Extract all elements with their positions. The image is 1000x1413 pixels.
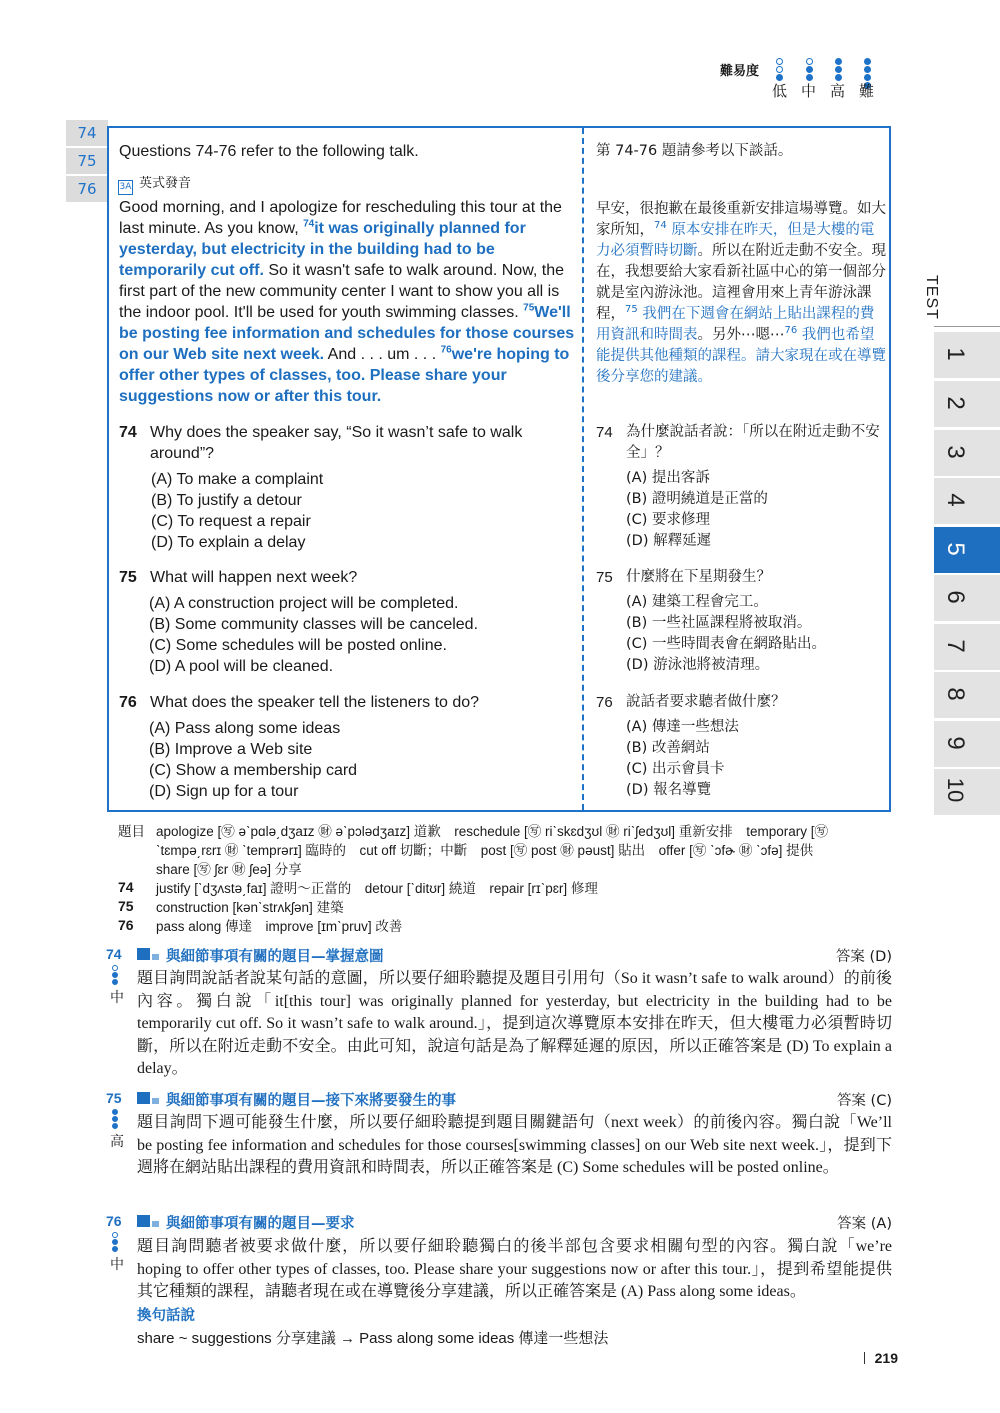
test-tab-9[interactable]: 9 — [934, 721, 1000, 767]
test-label: TEST — [923, 275, 940, 320]
option: (D) A pool will be cleaned. — [149, 658, 334, 675]
vocab-row-num: 74 — [118, 879, 134, 895]
test-tab-10[interactable]: 10 — [934, 769, 1000, 815]
test-tab-6[interactable]: 6 — [934, 575, 1000, 621]
option: (A) 建築工程會完工。 — [626, 594, 768, 610]
test-tab-5[interactable]: 5 — [934, 527, 1000, 573]
difficulty-level-label: 中 — [801, 82, 817, 100]
option: (D) 解釋延遲 — [626, 533, 712, 549]
option: (A) 提出客訴 — [626, 470, 710, 486]
difficulty-indicator: 中 — [110, 1232, 122, 1274]
test-tab-3[interactable]: 3 — [934, 430, 1000, 476]
vocab-row: construction [kənˋstrʌkʃən] 建築 — [156, 900, 344, 915]
transcript-zh: 早安，很抱歉在最後重新安排這場導覽。如大家所知，$^{74}$ 原本安排在昨天，但是大樓的電力必須暫時切斷。所以在附近走動不安全。現在，我想要給大家看新社區中心的第一個部分就是室內游泳池。這裡會用來上青年游泳課程，$^{75}$ 我們在下週會在網站上貼出課程的費用資訊和時間表。另外⋯嗯⋯$^{76}$ 我們也希望能提供其他種類的課程。請大家現在或在導覽後分享您的建議。 — [596, 201, 886, 385]
question-75-en: 75 What will happen next week? (A) A construction project will be completed. (B) Some community classes will be canceled. (C) Some schedules will be posted online. (D) A pool will be cleaned. — [119, 567, 559, 677]
talk-heading-en: Questions 74-76 refer to the following talk. — [119, 143, 419, 160]
option: (C) To request a repair — [151, 513, 311, 530]
explanation-body: 題目詢問說話者說某句話的意圖，所以要仔細聆聽提及題目引用句（So it wasn’t safe to walk around）的前後內容。獨白說「it[this tour] was originally planned for yesterday, but electricity in the building had to be temporarily cut off. So it wasn’t safe to walk around.」，提到這次導覽原本安排在昨天，但大樓電力必須暫時切斷，所以在附近走動不安全。由此可知，說這句話是為了解釋延遲的原因，所以正確答案是 (D) To explain a delay。 — [137, 970, 892, 1077]
option: (B) Some community classes will be canceled. — [149, 616, 479, 633]
explanation-title: 與細節事項有關的題目—要求 — [166, 1216, 355, 1232]
answer-label: 答案 (A) — [837, 1216, 892, 1232]
explanation-number: 74 — [106, 946, 122, 962]
test-tab-1[interactable]: 1 — [934, 332, 1000, 378]
difficulty-title: 難易度 — [720, 64, 760, 79]
explanation-body: 題目詢問下週可能發生什麼，所以要仔細聆聽提到題目關鍵語句（next week）的前後內容。獨白說「We’ll be posting fee information and schedules for those courses[swimming classes] on our Web site next week.」，提到下週將在網站貼出課程的費用資訊和時間表，所以正確答案是 (C) Some schedules will be posted online。 — [137, 1114, 892, 1176]
column-divider — [582, 128, 584, 810]
option: (D) To explain a delay — [151, 534, 306, 551]
option: (B) To justify a detour — [151, 492, 302, 509]
explanation-title: 與細節事項有關的題目—接下來將要發生的事 — [166, 1093, 456, 1109]
section-marker-icon — [137, 1092, 159, 1106]
option: (D) 報名導覽 — [626, 782, 712, 798]
question-76-zh: 76 說話者要求聽者做什麼？ (A) 傳達一些想法 (B) 改善網站 (C) 出示會員卡 (D) 報名導覽 — [596, 692, 886, 801]
vocab-row-num: 75 — [118, 898, 134, 914]
talk-heading-zh: 第 74-76 題請參考以下談話。 — [596, 143, 793, 159]
vocab-line: apologize [㊢ əˋpɑlə͵dʒaɪz ㊖ əˋpɔlədʒaɪz] 道歉 reschedule [㊢ riˋskɛdʒʊl ㊖ riˋʃedʒʊl] 重新安排 temporary [㊢ — [156, 824, 829, 839]
question-76-en: 76 What does the speaker tell the listeners to do? (A) Pass along some ideas (B) Improve a Web site (C) Show a membership card (D) Sign up for a tour — [119, 692, 559, 802]
option: (C) 出示會員卡 — [626, 761, 725, 777]
option: (C) 一些時間表會在網路貼出。 — [626, 636, 827, 652]
answer-label: 答案 (C) — [836, 1093, 892, 1109]
difficulty-level-label: 高 — [830, 82, 846, 100]
difficulty-low-icon — [776, 58, 786, 82]
test-tab-2[interactable]: 2 — [934, 381, 1000, 427]
option: (B) 證明繞道是正當的 — [626, 491, 768, 507]
paraphrase-title: 換句話說 — [137, 1308, 195, 1324]
option: (D) 游泳池將被清理。 — [626, 657, 770, 673]
vocab-row-num: 76 — [118, 917, 134, 933]
explanation-number: 75 — [106, 1090, 122, 1106]
test-tab-4[interactable]: 4 — [934, 478, 1000, 524]
question-tab-76: 76 — [66, 176, 108, 202]
vocab-line: ˋtɛmpə͵rɛrɪ ㊖ ˋtemprərɪ] 臨時的 cut off 切斷；中斷 post [㊢ post ㊖ pəust] 貼出 offer [㊢ ˋɔfɚ ㊖ ˋɔfə] 提供 — [156, 843, 814, 858]
section-marker-icon — [137, 948, 159, 962]
vocab-row: justify [ˋdʒʌstə͵faɪ] 證明～正當的 detour [ˋditʊr] 繞道 repair [rɪˋpɛr] 修理 — [156, 881, 598, 896]
difficulty-mid-icon — [806, 58, 816, 82]
option: (B) Improve a Web site — [149, 741, 313, 758]
test-tab-8[interactable]: 8 — [934, 672, 1000, 718]
transcript-en: Good morning, and I apologize for rescheduling this tour at the last minute. As you know, $^{74}$it was originally planned for yesterday, but electricity in the building had to be temporarily cut off. So it wasn't safe to walk around. Now, the first part of the new community center I want to show you all is the indoor pool. It'll be used for youth swimming classes. $^{75}$We'll be posting fee information and schedules for those courses on our Web site next week. And . . . um . . . $^{76}$we're hoping to offer other types of classes, too. Please share your suggestions now or after this tour. — [119, 199, 575, 405]
explanation-number: 76 — [106, 1213, 122, 1229]
option: (C) Some schedules will be posted online. — [149, 637, 447, 654]
question-74-zh: 74 為什麼說話者說：「所以在附近走動不安全」？ (A) 提出客訴 (B) 證明繞道是正當的 (C) 要求修理 (D) 解釋延遲 — [596, 422, 886, 552]
audio-track-icon: 3A — [118, 180, 133, 195]
option: (B) 改善網站 — [626, 740, 710, 756]
test-tab-7[interactable]: 7 — [934, 624, 1000, 670]
option: (C) 要求修理 — [626, 512, 711, 528]
vocab-label: 題目 — [118, 824, 145, 839]
option: (A) A construction project will be completed. — [149, 595, 459, 612]
vocab-line: share [㊢ ʃɛr ㊖ ʃeə] 分享 — [156, 862, 302, 877]
difficulty-indicator: 中 — [110, 965, 122, 1007]
test-tabs-rule — [934, 326, 1000, 327]
question-tab-74: 74 — [66, 120, 108, 146]
option: (D) Sign up for a tour — [149, 783, 299, 800]
page-number: 219 — [864, 1350, 898, 1366]
option: (A) To make a complaint — [151, 471, 324, 488]
difficulty-level-label: 低 — [772, 82, 788, 100]
answer-label: 答案 (D) — [835, 949, 892, 965]
option: (A) 傳達一些想法 — [626, 719, 739, 735]
accent-label: 3A 英式發音 — [118, 172, 191, 195]
option: (A) Pass along some ideas — [149, 720, 341, 737]
question-74-en: 74 Why does the speaker say, “So it wasn’t safe to walk around”? (A) To make a complaint (B) To justify a detour (C) To request a repair (D) To explain a delay — [119, 422, 559, 553]
option: (B) 一些社區課程將被取消。 — [626, 615, 812, 631]
explanation-body: 題目詢問聽者被要求做什麼，所以要仔細聆聽獨白的後半部包含要求相關句型的內容。獨白說「we’re hoping to offer other types of classes, too. Please share your suggestions now or after this tour.」，提到希望能提供其它種類的課程，請聽者現在或在導覽後分享建議，所以正確答案是 (A) Pass along some ideas。 — [137, 1238, 892, 1300]
section-marker-icon — [137, 1215, 159, 1229]
question-tab-75: 75 — [66, 148, 108, 174]
difficulty-level-label: 難 — [859, 82, 875, 100]
difficulty-high-icon — [835, 58, 845, 82]
vocab-row: pass along 傳達 improve [ɪmˋpruv] 改善 — [156, 919, 403, 934]
option: (C) Show a membership card — [149, 762, 358, 779]
explanation-title: 與細節事項有關的題目—掌握意圖 — [166, 949, 384, 965]
difficulty-indicator: 高 — [110, 1109, 122, 1151]
paraphrase-text: share ~ suggestions 分享建議 → Pass along some ideas 傳達一些想法 — [137, 1330, 609, 1347]
question-75-zh: 75 什麼將在下星期發生？ (A) 建築工程會完工。 (B) 一些社區課程將被取消。 (C) 一些時間表會在網路貼出。 (D) 游泳池將被清理。 — [596, 567, 886, 676]
